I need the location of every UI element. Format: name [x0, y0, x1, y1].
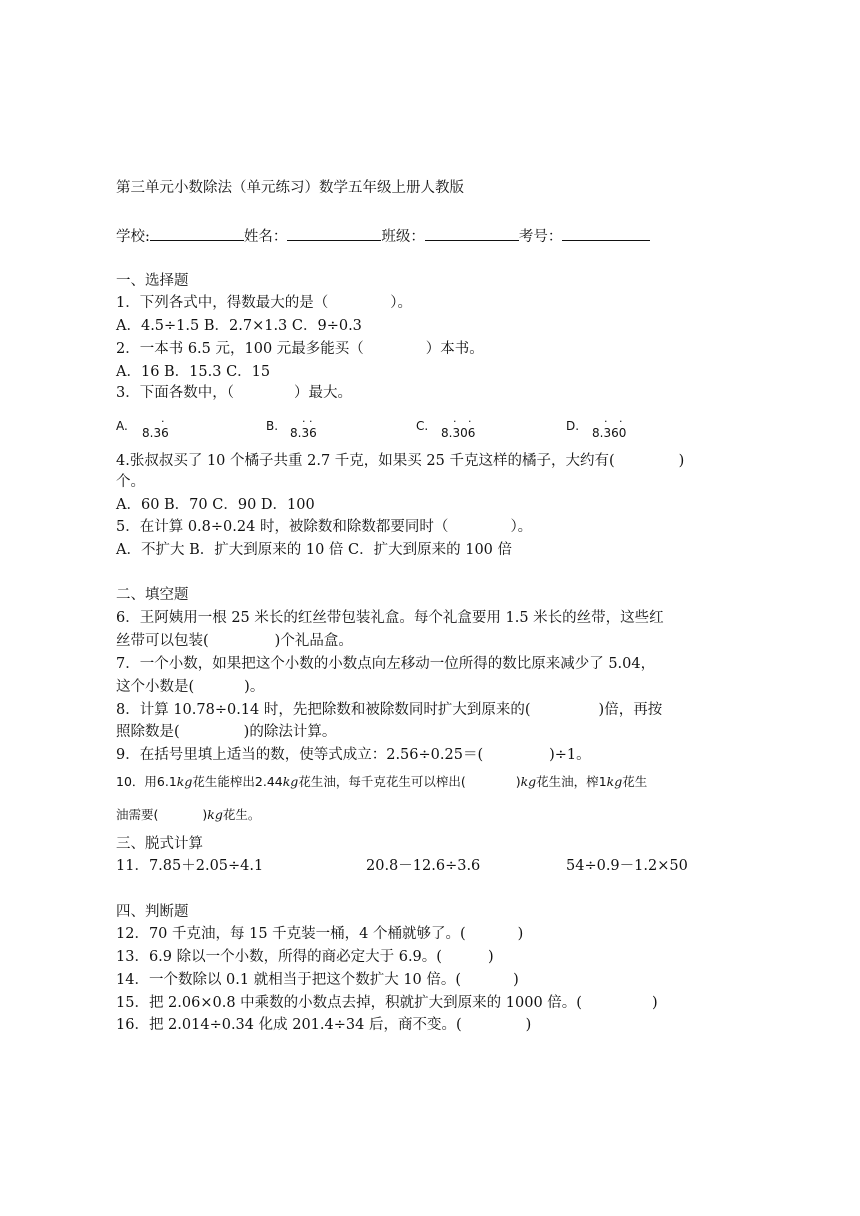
q10-unit: kg [520, 774, 537, 789]
q9-stem: 9．在括号里填上适当的数，使等式成立：2.56÷0.25＝( [116, 747, 484, 763]
q10-unit: kg [207, 807, 223, 822]
q15-tail: ) [651, 995, 658, 1011]
question-16 [116, 1015, 531, 1035]
q1-options: A．4.5÷1.5 B．2.7×1.3 C．9÷0.3 [116, 318, 362, 334]
question-10-line-1 [116, 772, 647, 792]
q10-paren: ) [515, 774, 521, 789]
q12-tail: ) [517, 926, 524, 942]
q11-expression-1: 7.85＋2.05÷4.1 [148, 858, 264, 874]
q4-stem: 4.张叔叔买了 10 个橘子共重 2.7 千克，如果买 25 千克这样的橘子，大约有( [116, 453, 615, 469]
question-13 [116, 947, 494, 967]
q10-prefix: 10．用 [116, 774, 157, 789]
q13-tail: ) [487, 949, 494, 965]
q2-stem: 2．一本书 6.5 元，100 元最多能买（ [116, 341, 364, 357]
question-4-line-2: 个。 [116, 474, 145, 490]
question-7-line-1: 7．一个小数，如果把这个小数的小数点向左移动一位所得的数比原来减少了 5.04， [116, 656, 656, 672]
exam-no-blank[interactable] [562, 226, 650, 241]
question-9 [116, 745, 591, 765]
document-title: 第三单元小数除法（单元练习）数学五年级上册人教版 [116, 180, 464, 196]
question-7-line-2 [116, 677, 264, 697]
q3-option-a-label: A. [116, 419, 128, 433]
q15-stem: 15．把 2.06×0.8 中乘数的小数点去掉，积就扩大到原来的 1000 倍。( [116, 995, 582, 1011]
q6-tail: )个礼品盒。 [274, 633, 353, 649]
question-15 [116, 993, 658, 1013]
q9-tail: )÷1。 [549, 747, 591, 763]
q3-tail: ）最大。 [293, 385, 352, 401]
question-11 [116, 856, 263, 876]
section-heading-calc: 三、脱式计算 [116, 836, 203, 852]
q10-unit: kg [176, 774, 193, 789]
q7-stem: 这个小数是( [116, 679, 195, 695]
q5-stem: 5．在计算 0.8÷0.24 时，被除数和除数都要同时（ [116, 519, 449, 535]
q14-stem: 14．一个数除以 0.1 就相当于把这个数扩大 10 倍。( [116, 972, 462, 988]
class-blank[interactable] [425, 226, 519, 241]
q5-tail: ）。 [510, 519, 533, 535]
exam-no-label: 考号： [518, 229, 563, 245]
question-2 [116, 339, 484, 359]
section-heading-judge: 四、判断题 [116, 904, 189, 920]
question-14 [116, 970, 519, 990]
school-blank[interactable] [150, 226, 244, 241]
q1-stem: 1．下列各式中，得数最大的是（ [116, 295, 329, 311]
q11-expression-2: 20.8－12.6÷3.6 [366, 858, 481, 874]
q14-tail: ) [513, 972, 519, 988]
q5-options: A．不扩大 B．扩大到原来的 10 倍 C．扩大到原来的 100 倍 [116, 542, 513, 558]
q10-unit: kg [606, 774, 623, 789]
q11-expression-3: 54÷0.9－1.2×50 [566, 858, 688, 874]
q10-paren: ) [202, 807, 208, 822]
question-5 [116, 517, 532, 537]
q3-stem: 3．下面各数中，（ [116, 385, 234, 401]
name-label: 姓名： [243, 229, 288, 245]
q10-text: 花生油，榨 [536, 774, 599, 789]
q7-tail: )。 [244, 679, 265, 695]
repeat-dot: · [468, 415, 472, 428]
q8-mid: )倍，再按 [598, 702, 663, 718]
q10-number: 2.44 [254, 774, 283, 789]
repeat-dot: · [309, 415, 313, 428]
q6-stem: 丝带可以包装( [116, 633, 209, 649]
q12-stem: 12．70 千克油，每 15 千克装一桶，4 个桶就够了。( [116, 926, 466, 942]
q3-option-c-label: C. [416, 419, 429, 433]
q8-stem-2: 照除数是( [116, 724, 180, 740]
class-label: 班级： [381, 229, 425, 245]
question-8-line-2 [116, 722, 336, 742]
question-12 [116, 924, 523, 944]
q10-text: 花生油，每千克花生可以榨出( [298, 774, 466, 789]
student-info-line [116, 226, 650, 247]
q4-tail: ) [678, 453, 685, 469]
q10-text: 花生。 [222, 807, 261, 822]
q10-number: 1 [598, 774, 607, 789]
section-heading-choice: 一、选择题 [116, 273, 189, 289]
repeat-dot: · [619, 415, 623, 428]
repeat-dot: · [302, 415, 306, 428]
q16-tail: ) [525, 1017, 532, 1033]
question-6-line-2 [116, 631, 353, 651]
q10-text: 油需要( [116, 807, 159, 822]
q3-option-d-number: 8.360 · · [592, 415, 627, 440]
question-4-line-1 [116, 451, 684, 471]
q1-tail: ）。 [390, 295, 412, 311]
q3-option-c-number: 8.306 · · [441, 415, 476, 440]
section-heading-fill: 二、填空题 [116, 587, 189, 603]
q2-tail: ）本书。 [425, 341, 484, 357]
q11-label: 11． [116, 858, 149, 874]
question-3 [116, 383, 352, 403]
q3-option-a-number: 8.36 · [142, 415, 169, 440]
question-10-line-2 [116, 805, 260, 825]
repeat-dot: · [453, 415, 457, 428]
q8-tail: )的除法计算。 [243, 724, 337, 740]
q2-options: A．16 B．15.3 C．15 [116, 364, 271, 380]
name-blank[interactable] [287, 226, 381, 241]
q3-option-b-number: 8.36 · · [290, 415, 317, 440]
q3-option-d-label: D. [566, 419, 580, 433]
q3-option-b-label: B. [266, 419, 279, 433]
q13-stem: 13．6.9 除以一个小数，所得的商必定大于 6.9。( [116, 949, 442, 965]
q10-unit: kg [282, 774, 299, 789]
question-8-line-1 [116, 700, 662, 720]
repeat-dot: · [161, 415, 165, 428]
q10-text: 花生能榨出 [192, 774, 255, 789]
q8-stem: 8．计算 10.78÷0.14 时，先把除数和被除数同时扩大到原来的( [116, 702, 531, 718]
question-1 [116, 293, 412, 313]
q10-text: 花生 [622, 774, 648, 789]
school-label: 学校: [116, 229, 150, 245]
question-6-line-1: 6．王阿姨用一根 25 米长的红丝带包装礼盒。每个礼盒要用 1.5 米长的丝带，这些红 [116, 610, 664, 626]
q4-options: A．60 B．70 C．90 D．100 [116, 497, 315, 513]
repeat-dot: · [604, 415, 608, 428]
q16-stem: 16．把 2.014÷0.34 化成 201.4÷34 后，商不变。( [116, 1017, 462, 1033]
q10-number: 6.1 [156, 774, 177, 789]
